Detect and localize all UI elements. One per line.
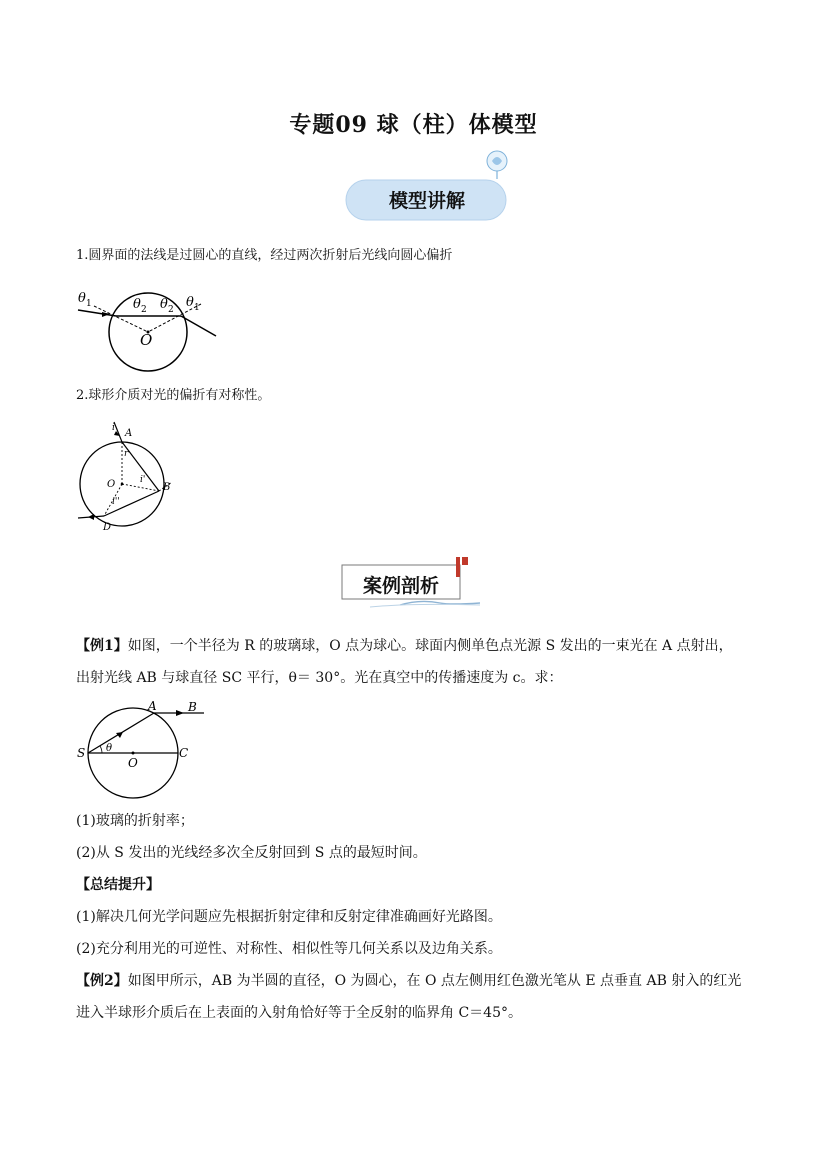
question-2: (2)从 S 发出的光线经多次全反射回到 S 点的最短时间。 — [76, 845, 427, 861]
summary-point-2: (2)充分利用光的可逆性、对称性、相似性等几何关系以及边角关系。 — [76, 941, 502, 957]
figure-refraction-circle — [76, 286, 226, 380]
example-1-tag: 【例1】 — [76, 638, 128, 654]
fig1-theta1: θ — [78, 291, 86, 306]
fig3-label-B: B — [188, 700, 197, 714]
fig1-theta1-right: θ — [186, 295, 194, 310]
fig3-label-S: S — [77, 746, 86, 760]
fig2-label-i-prime: i' — [140, 475, 146, 485]
point-2-text: 2.球形介质对光的偏折有对称性。 — [76, 388, 271, 403]
fig2-label-D: D — [103, 522, 112, 533]
fig3-label-A: A — [148, 699, 157, 713]
summary-heading: 【总结提升】 — [76, 877, 160, 893]
example-2-line-1 — [76, 971, 741, 991]
example-2-text-1: 如图甲所示，AB 为半圆的直径，O 为圆心，在 O 点左侧用红色激光笔从 E 点垂直 AB 射入的红光 — [127, 973, 742, 989]
fig1-theta1-right-sub: 1 — [194, 303, 200, 313]
fig3-label-theta: θ — [106, 743, 113, 754]
fig2-label-B: B — [163, 482, 171, 493]
fig1-theta1-sub: 1 — [86, 299, 92, 309]
section-banner-cases-label: 案例剖析 — [362, 575, 439, 597]
decor-flower-icon — [480, 146, 514, 184]
point-1-text: 1.圆界面的法线是过圆心的直线，经过两次折射后光线向圆心偏折 — [76, 248, 453, 263]
example-1-line-1 — [76, 636, 733, 656]
fig2-label-O: O — [107, 479, 116, 490]
fig2-label-r: r — [124, 449, 129, 459]
figure-sphere-symmetry — [76, 418, 186, 540]
fig1-theta2-right-sub: 2 — [168, 305, 174, 315]
fig2-label-A: A — [125, 428, 133, 439]
fig1-theta2-right: θ — [160, 297, 168, 312]
fig3-label-O: O — [128, 756, 138, 770]
summary-point-1: (1)解决几何光学问题应先根据折射定律和反射定律准确画好光路图。 — [76, 909, 502, 925]
figure-glass-sphere — [76, 698, 212, 806]
example-2-line-2: 进入半球形介质后在上表面的入射角恰好等于全反射的临界角 C＝45°。 — [76, 1005, 522, 1021]
question-1: (1)玻璃的折射率； — [76, 813, 194, 829]
section-banner-cases — [340, 557, 486, 611]
section-banner-label: 模型讲解 — [388, 190, 465, 212]
fig2-label-i-double-prime: i'' — [112, 497, 120, 507]
example-1-text-1: 如图，一个半径为 R 的玻璃球，O 点为球心。球面内侧单色点光源 S 发出的一束光在 A 点射出， — [127, 638, 733, 654]
fig3-label-C: C — [179, 746, 189, 760]
fig2-label-i: i — [112, 423, 115, 433]
page-title: 专题09 球（柱）体模型 — [289, 112, 538, 138]
fig1-theta2-left: θ — [133, 297, 141, 312]
example-1-line-2: 出射光线 AB 与球直径 SC 平行，θ＝ 30°。光在真空中的传播速度为 c。求： — [76, 670, 563, 686]
fig1-center-label: O — [140, 331, 153, 349]
fig1-theta2-left-sub: 2 — [141, 305, 147, 315]
example-2-tag: 【例2】 — [76, 973, 128, 989]
